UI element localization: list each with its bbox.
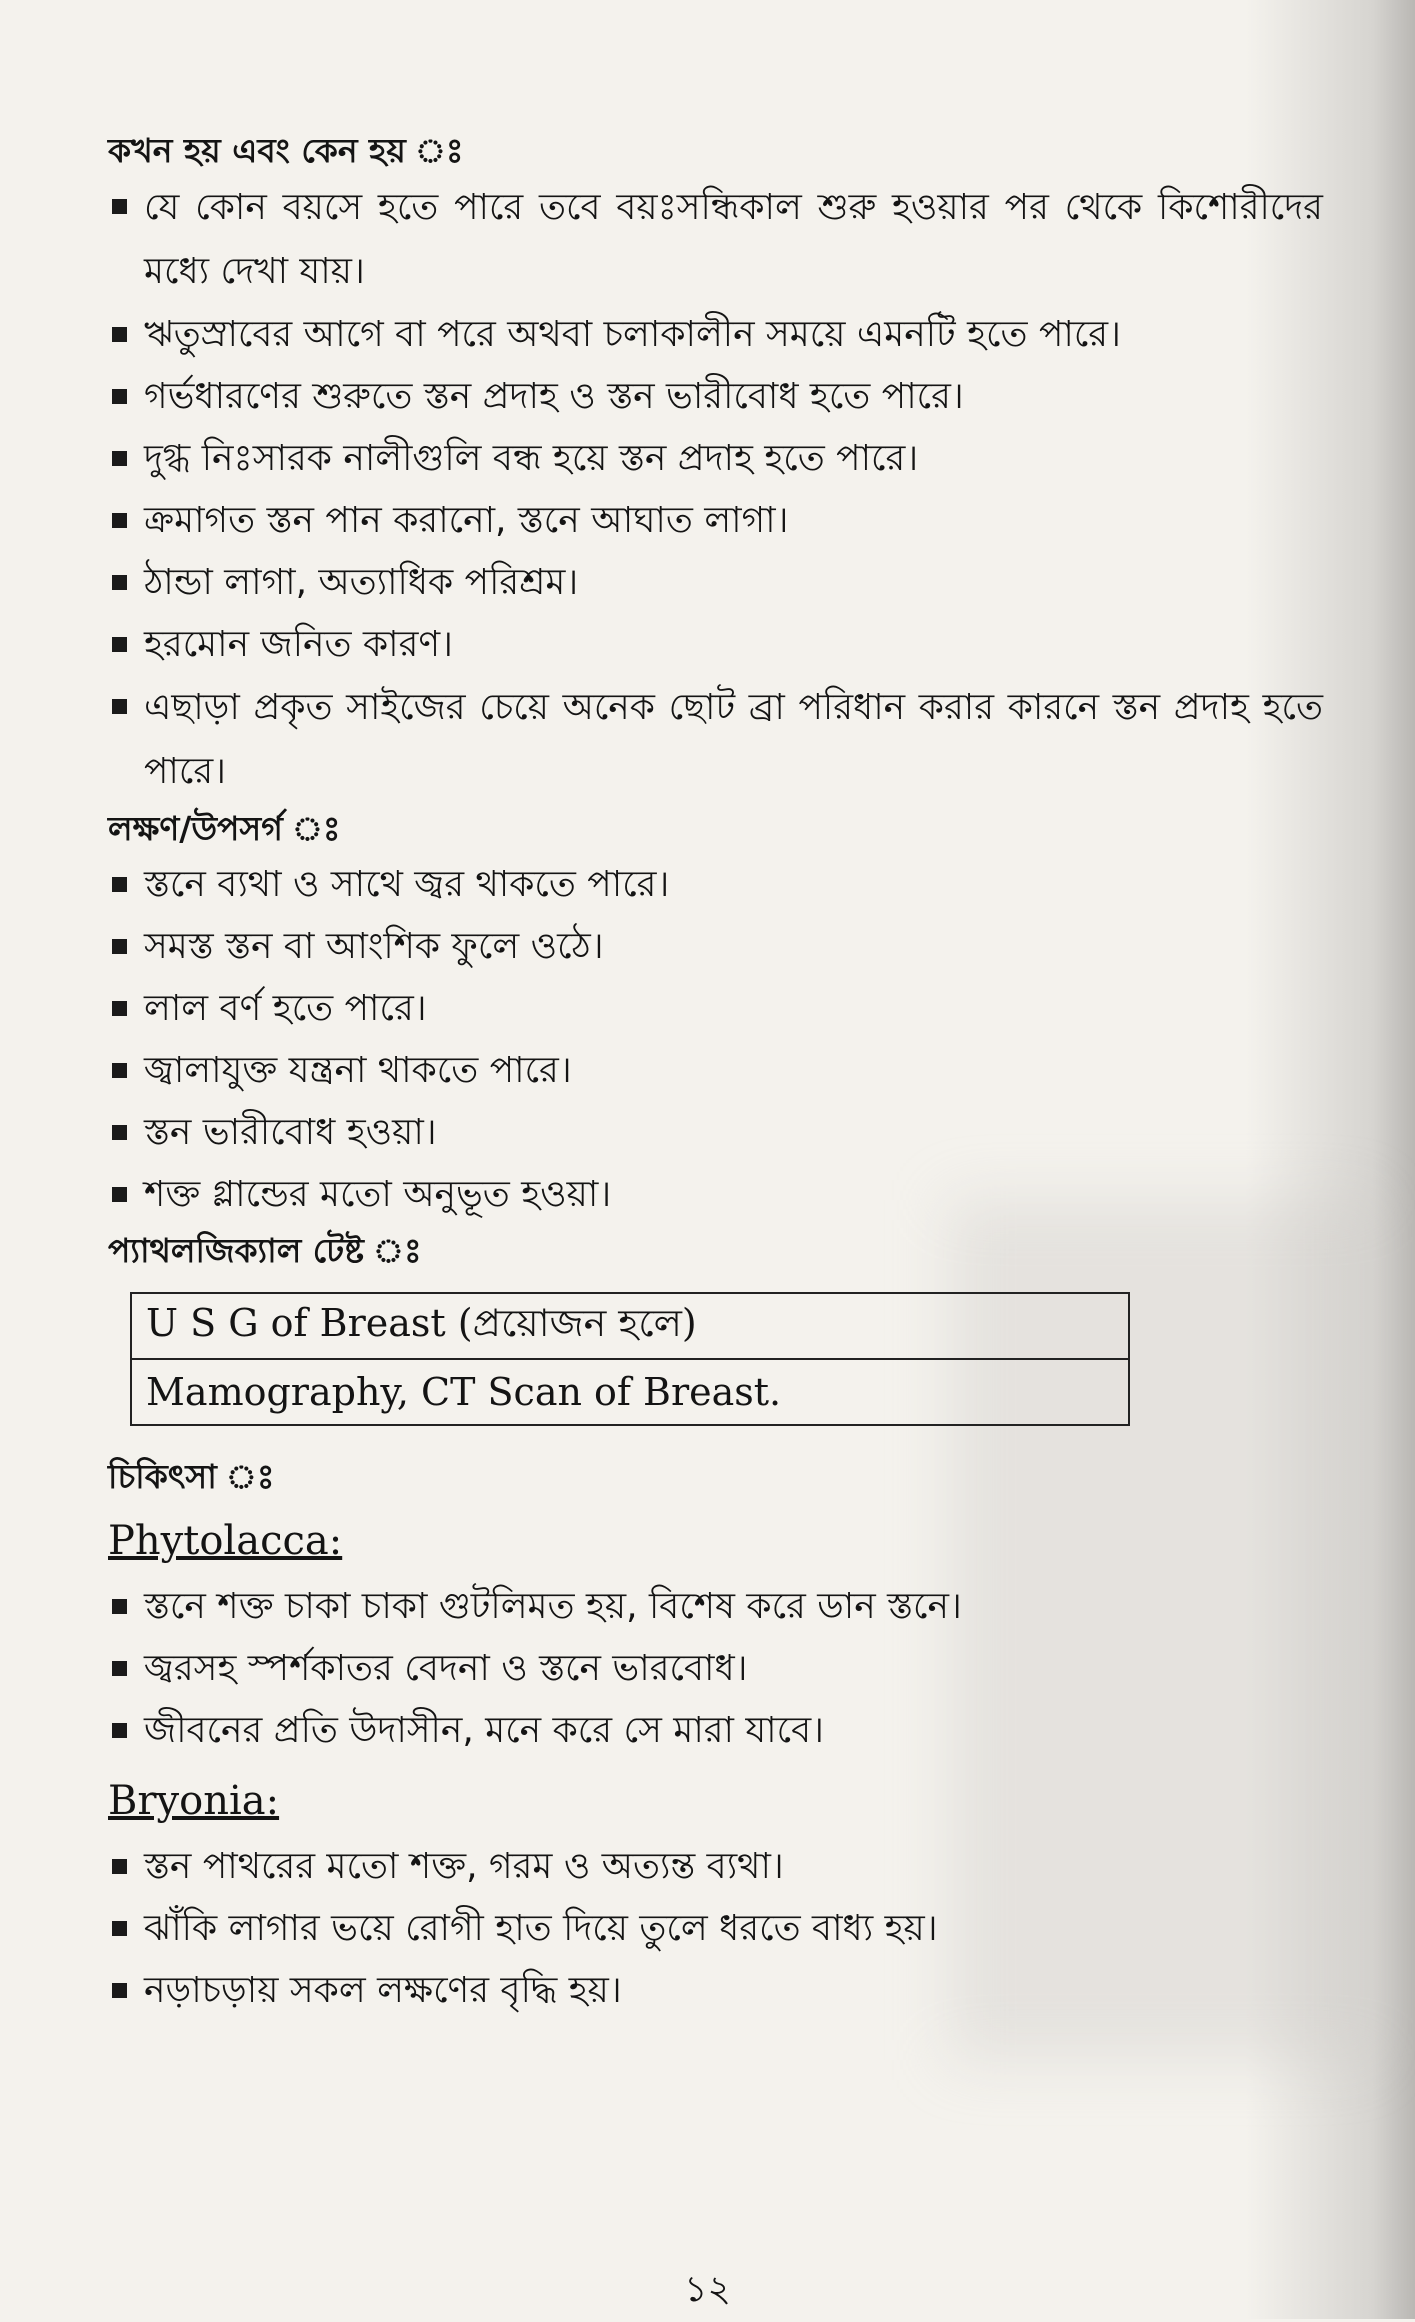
list-item: সমস্ত স্তন বা আংশিক ফুলে ওঠে। — [108, 916, 1323, 978]
list-item: দুগ্ধ নিঃসারক নালীগুলি বন্ধ হয়ে স্তন প্রদাহ হতে পারে। — [108, 428, 1323, 490]
bullet-icon — [112, 877, 127, 892]
bullet-icon — [112, 1921, 127, 1936]
list-item: গর্ভধারণের শুরুতে স্তন প্রদাহ ও স্তন ভারীবোধ হতে পারে। — [108, 366, 1323, 428]
bullet-icon — [112, 1723, 127, 1738]
symptoms-list — [108, 854, 1323, 1226]
bullet-icon — [112, 1063, 127, 1078]
list-item: হরমোন জনিত কারণ। — [108, 614, 1323, 676]
list-item: জ্বরসহ স্পর্শকাতর বেদনা ও স্তনে ভারবোধ। — [108, 1638, 1323, 1700]
bullet-icon — [112, 451, 127, 466]
remedy-title: Bryonia: — [108, 1778, 280, 1824]
list-item: স্তন পাথরের মতো শক্ত, গরম ও অত্যন্ত ব্যথা। — [108, 1836, 1323, 1898]
bullet-icon — [112, 1001, 127, 1016]
list-item: স্তনে শক্ত চাকা চাকা গুটলিমত হয়, বিশেষ করে ডান স্তনে। — [108, 1576, 1323, 1638]
bullet-icon — [112, 1125, 127, 1140]
tests-table — [130, 1292, 1130, 1426]
list-item: ক্রমাগত স্তন পান করানো, স্তনে আঘাত লাগা। — [108, 490, 1323, 552]
list-item: লাল বর্ণ হতে পারে। — [108, 978, 1323, 1040]
remedy-list — [108, 1576, 1323, 1762]
bullet-icon — [112, 1859, 127, 1874]
list-item: স্তন ভারীবোধ হওয়া। — [108, 1102, 1323, 1164]
bullet-icon — [112, 199, 127, 214]
remedy-list — [108, 1836, 1323, 2022]
remedy-title: Phytolacca: — [108, 1518, 343, 1564]
table-cell: U S G of Breast (প্রয়োজন হলে) — [131, 1293, 1129, 1359]
bullet-icon — [112, 1187, 127, 1202]
bullet-icon — [112, 513, 127, 528]
list-item: জ্বালাযুক্ত যন্ত্রনা থাকতে পারে। — [108, 1040, 1323, 1102]
bullet-icon — [112, 575, 127, 590]
table-row — [131, 1359, 1129, 1425]
list-item: জীবনের প্রতি উদাসীন, মনে করে সে মারা যাবে। — [108, 1700, 1323, 1762]
when-list — [108, 176, 1323, 804]
section-heading-treatment: চিকিৎসা ঃ — [108, 1457, 275, 1496]
bullet-icon — [112, 1983, 127, 1998]
page-content — [108, 126, 1323, 2022]
list-item: ঠান্ডা লাগা, অত্যাধিক পরিশ্রম। — [108, 552, 1323, 614]
bullet-icon — [112, 389, 127, 404]
bullet-icon — [112, 637, 127, 652]
bullet-icon — [112, 939, 127, 954]
list-item: শক্ত গ্লান্ডের মতো অনুভূত হওয়া। — [108, 1164, 1323, 1226]
list-item: ঋতুস্রাবের আগে বা পরে অথবা চলাকালীন সময়ে এমনটি হতে পারে। — [108, 304, 1323, 366]
table-cell: Mamography, CT Scan of Breast. — [131, 1359, 1129, 1425]
bullet-icon — [112, 327, 127, 342]
list-item: ঝাঁকি লাগার ভয়ে রোগী হাত দিয়ে তুলে ধরতে বাধ্য হয়। — [108, 1898, 1323, 1960]
table-row — [131, 1293, 1129, 1359]
list-item: যে কোন বয়সে হতে পারে তবে বয়ঃসন্ধিকাল শুরু হওয়ার পর থেকে কিশোরীদের মধ্যে দেখা যায়। — [108, 176, 1323, 304]
section-heading-symptoms: লক্ষণ/উপসর্গ ঃ — [108, 809, 341, 848]
list-item: নড়াচড়ায় সকল লক্ষণের বৃদ্ধি হয়। — [108, 1960, 1323, 2022]
list-item: স্তনে ব্যথা ও সাথে জ্বর থাকতে পারে। — [108, 854, 1323, 916]
bullet-icon — [112, 1599, 127, 1614]
section-heading-when: কখন হয় এবং কেন হয় ঃ — [108, 131, 464, 170]
page-number: ১২ — [684, 2269, 731, 2310]
list-item: এছাড়া প্রকৃত সাইজের চেয়ে অনেক ছোট ব্রা পরিধান করার কারনে স্তন প্রদাহ হতে পারে। — [108, 676, 1323, 804]
bullet-icon — [112, 1661, 127, 1676]
section-heading-tests: প্যাথলজিক্যাল টেষ্ট ঃ — [108, 1231, 422, 1270]
bullet-icon — [112, 699, 127, 714]
